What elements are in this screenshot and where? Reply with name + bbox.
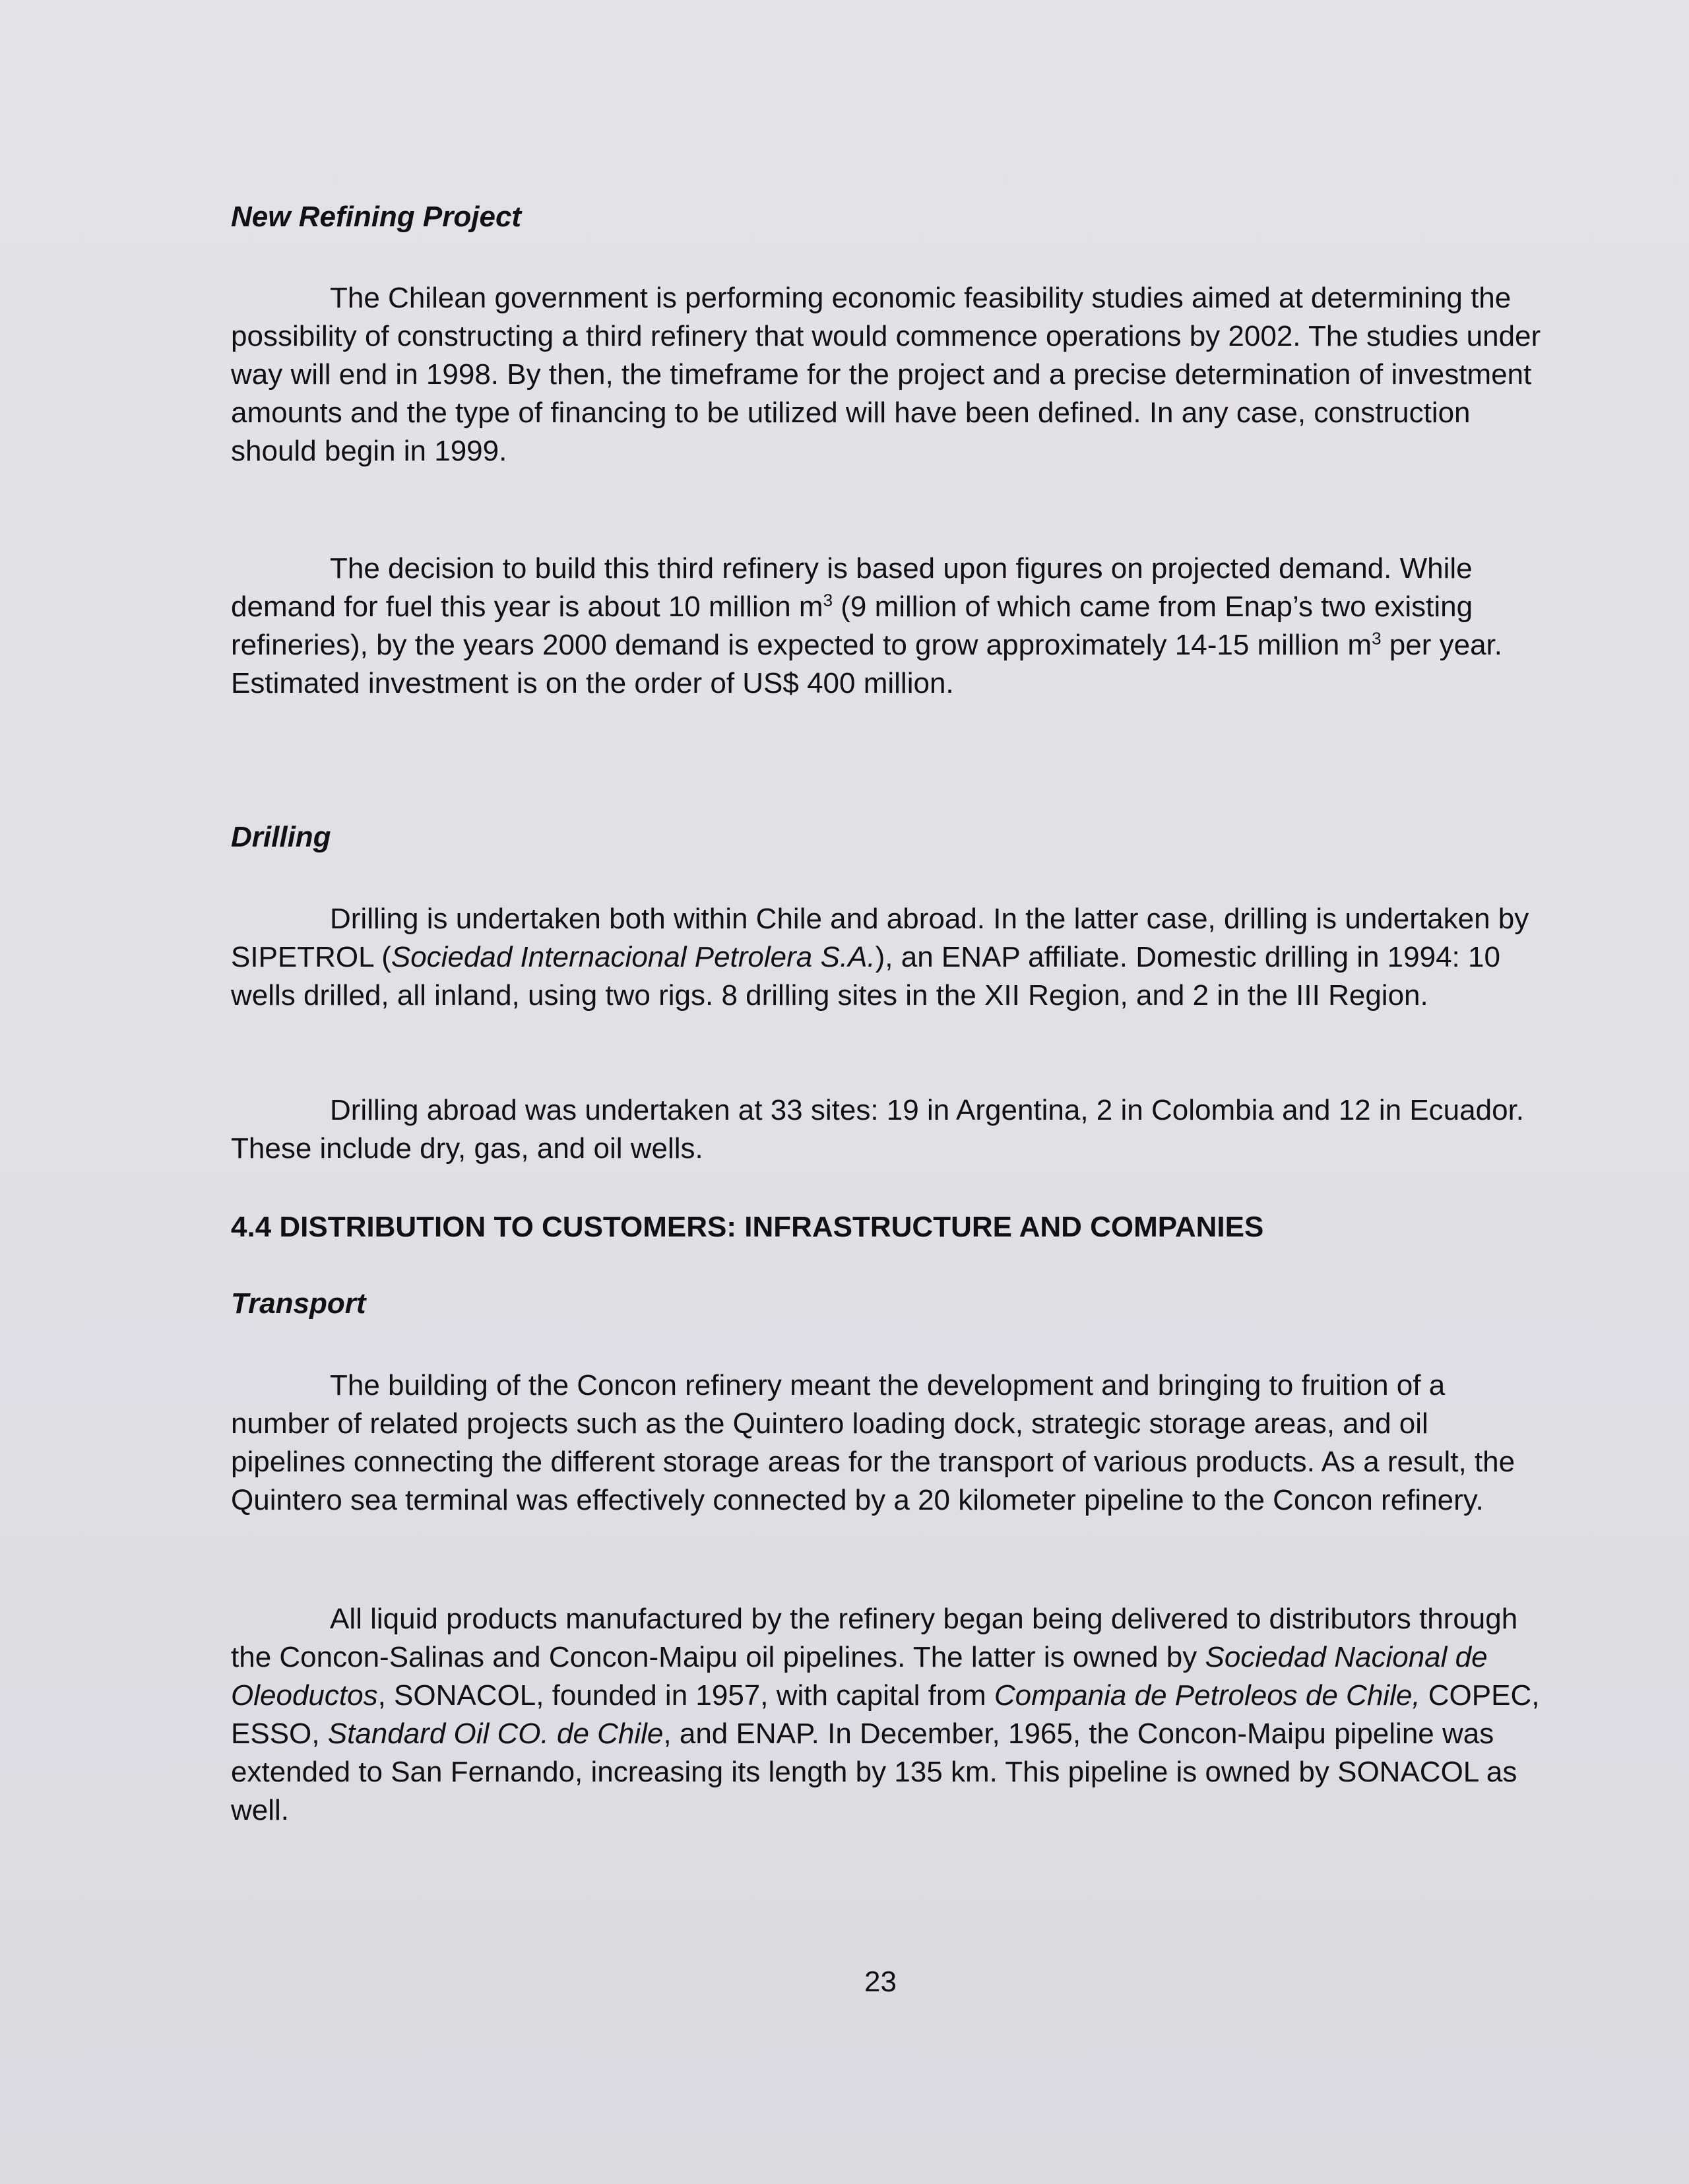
paragraph-text-part: per year. Estimated investment is on the order of US$ 400 million.	[231, 629, 1502, 699]
italic-text: Sociedad Nacional de Oleoductos	[231, 1641, 1488, 1712]
section-heading-distribution: 4.4 DISTRIBUTION TO CUSTOMERS: INFRASTRUCTURE AND COMPANIES	[231, 1211, 1264, 1243]
superscript: 3	[1372, 628, 1382, 649]
paragraph-text-part: (9 million of which came from Enap’s two existing refineries), by the years 2000 demand is expected to grow approximately 14-15 million m	[231, 591, 1473, 661]
paragraph-text: The building of the Concon refinery meant the development and bringing to fruition of a number of related projects such as the Quintero loading dock, strategic storage areas, and oil pipelines connecting the different storage areas for the transport of various products. As a result, the Quintero sea terminal was effectively connected by a 20 kilometer pipeline to the Concon refinery.	[231, 1369, 1515, 1516]
heading-drilling: Drilling	[231, 821, 331, 853]
paragraph-text-part: The decision to build this third refinery is based upon figures on projected demand. While demand for fuel this year is about 10 million m	[231, 552, 1473, 623]
paragraph-third-refinery-studies	[231, 279, 1544, 470]
italic-text: Compania de Petroleos de Chile,	[994, 1679, 1420, 1712]
paragraph-liquid-products-pipelines	[231, 1600, 1544, 1830]
paragraph-text-part: All liquid products manufactured by the refinery began being delivered to distributors through the Concon-Salinas and Concon-Maipu oil pipelines. The latter is owned by	[231, 1603, 1518, 1673]
heading-new-refining-project: New Refining Project	[231, 201, 522, 233]
paragraph-text-part: , and ENAP. In December, 1965, the Concon-Maipu pipeline was extended to San Fernando, increasing its length by 135 km. This pipeline is owned by SONACOL as well.	[231, 1718, 1517, 1826]
paragraph-concon-refinery-projects	[231, 1366, 1544, 1520]
paragraph-text: Drilling abroad was undertaken at 33 sites: 19 in Argentina, 2 in Colombia and 12 in Ecuador. These include dry, gas, and oil wells.	[231, 1094, 1525, 1165]
paragraph-text-part: Drilling is undertaken both within Chile and abroad. In the latter case, drilling is undertaken by SIPETROL (	[231, 903, 1529, 973]
italic-text: Standard Oil CO. de Chile	[327, 1718, 664, 1750]
paragraph-drilling-abroad	[231, 1091, 1544, 1168]
heading-transport: Transport	[231, 1287, 366, 1320]
superscript: 3	[823, 590, 833, 610]
paragraph-text-part: , SONACOL, founded in 1957, with capital from	[377, 1679, 994, 1712]
paragraph-text: The Chilean government is performing economic feasibility studies aimed at determining the possibility of constructing a third refinery that would commence operations by 2002. The studies under way will end in 1998. By then, the timeframe for the project and a precise determination of investment amounts and the type of financing to be utilized will have been defined. In any case, construction should begin in 1999.	[231, 282, 1541, 467]
page-number: 23	[864, 1966, 897, 1998]
paragraph-drilling-domestic	[231, 900, 1544, 1015]
paragraph-text-part: ), an ENAP affiliate. Domestic drilling in 1994: 10 wells drilled, all inland, using two rigs. 8 drilling sites in the XII Region, and 2 in the III Region.	[231, 941, 1500, 1012]
paragraph-projected-demand	[231, 550, 1544, 703]
paragraph-text-part: COPEC, ESSO,	[231, 1679, 1540, 1750]
italic-text: Sociedad Internacional Petrolera S.A.	[391, 941, 876, 973]
